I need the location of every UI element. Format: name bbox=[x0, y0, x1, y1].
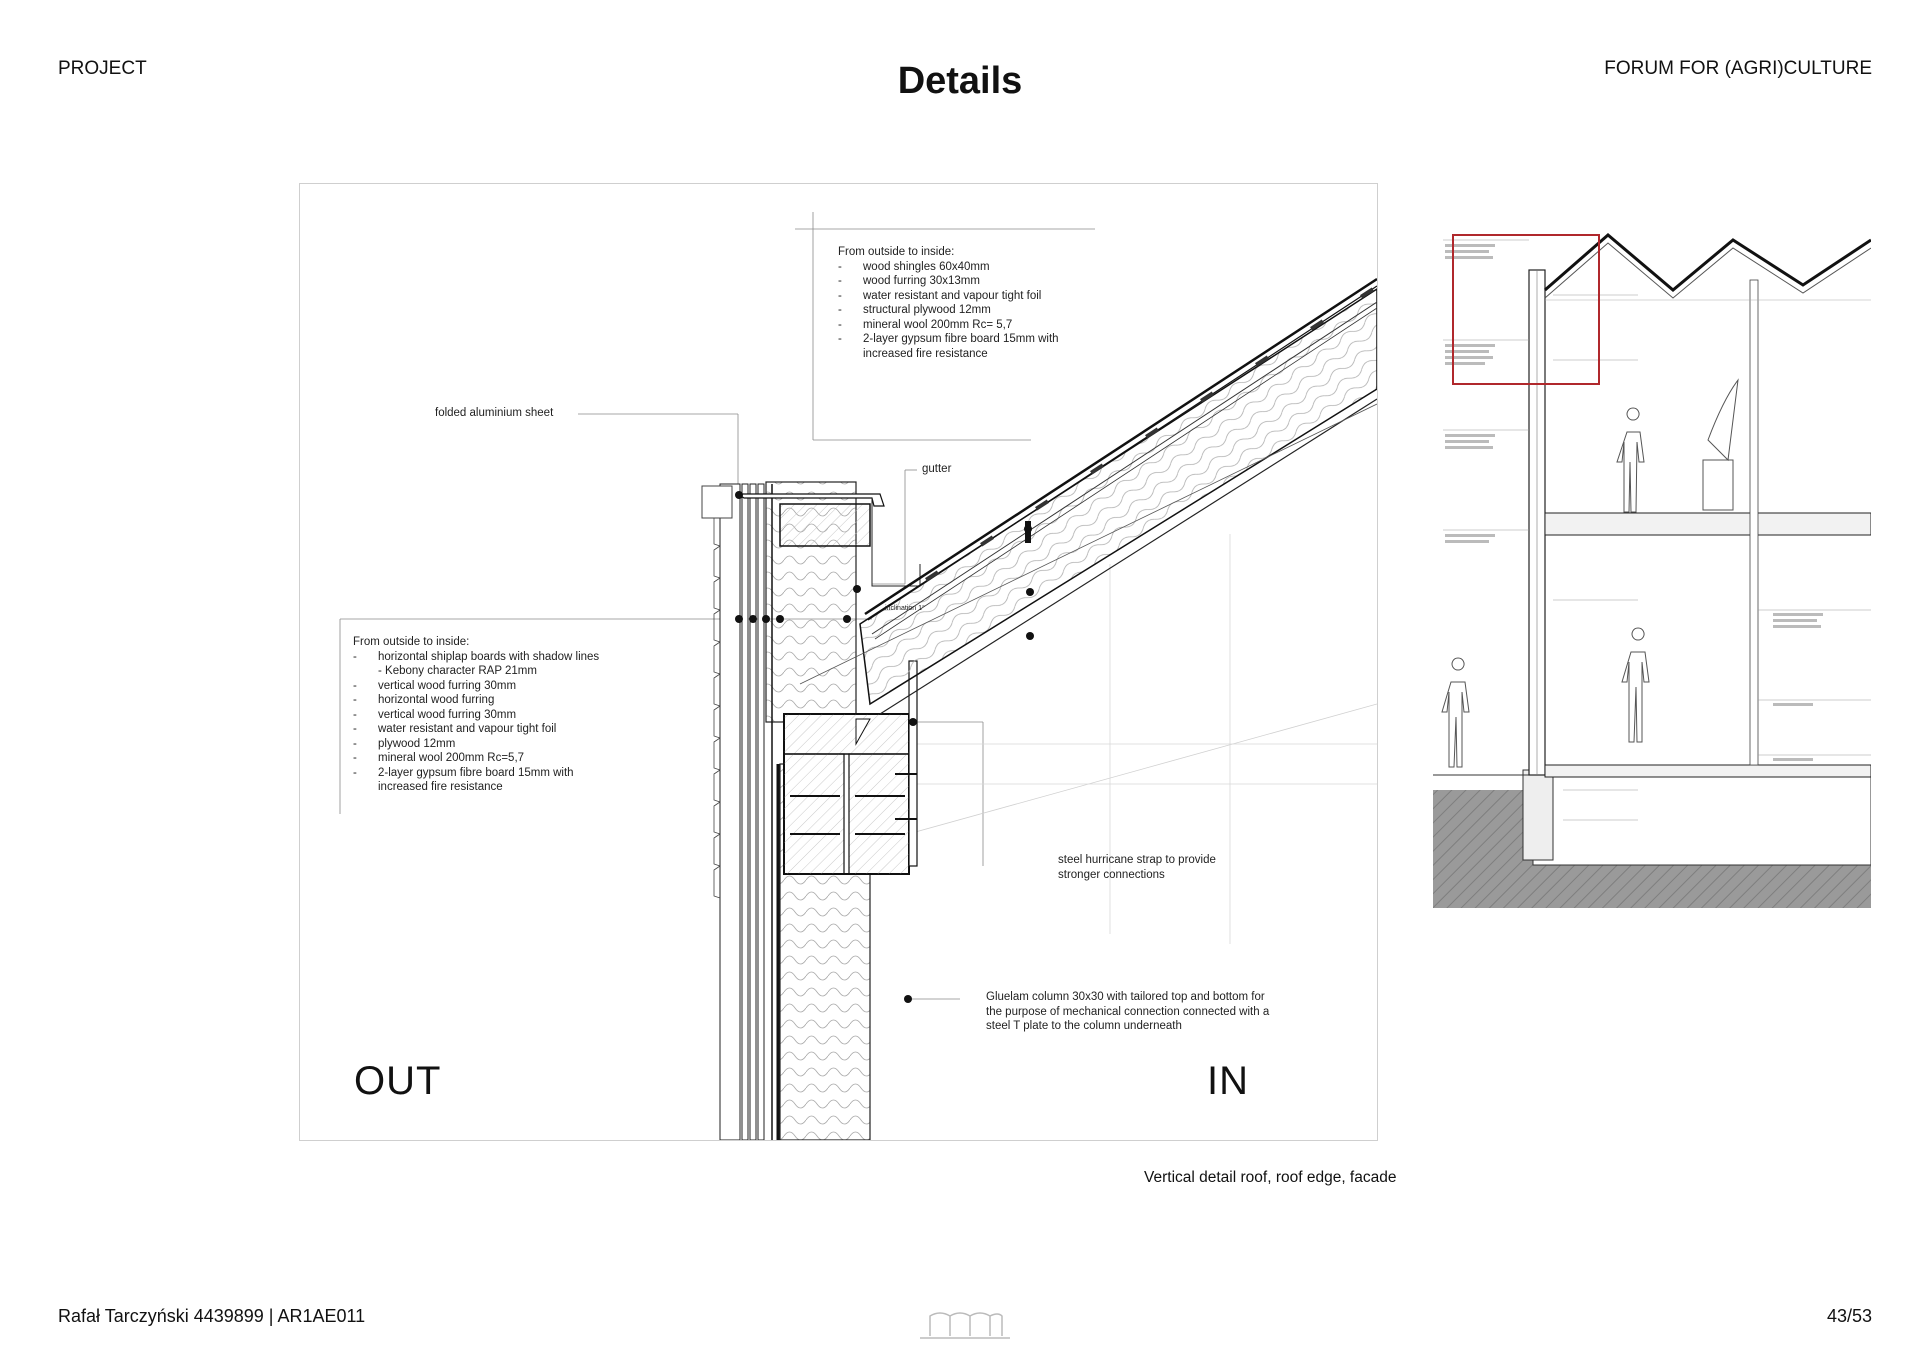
roof-layer-item: - water resistant and vapour tight foil bbox=[838, 289, 1059, 304]
roof-layers-heading: From outside to inside: bbox=[838, 246, 955, 258]
hurricane-strap-line: stronger connections bbox=[1058, 868, 1165, 881]
roof-layer-item: - wood furring 30x13mm bbox=[838, 274, 1059, 289]
glulam-column-line: steel T plate to the column underneath bbox=[986, 1020, 1182, 1032]
facade-layer-item: - plywood 12mm bbox=[353, 737, 599, 752]
page-number: 43/53 bbox=[1826, 1306, 1872, 1326]
drawing-caption: Vertical detail roof, roof edge, facade bbox=[1144, 1169, 1397, 1186]
project-logo-icon bbox=[918, 1306, 1012, 1342]
facade-layer-item: - vertical wood furring 30mm bbox=[353, 679, 599, 694]
hurricane-strap-line: steel hurricane strap to provide bbox=[1058, 854, 1216, 866]
first-floor-slab bbox=[1545, 513, 1871, 535]
author-footer: Rafał Tarczyński 4439899 | AR1AE011 bbox=[58, 1306, 366, 1326]
glulam-column-line: the purpose of mechanical connection connected with a bbox=[986, 1005, 1270, 1018]
facade-layer-item: - horizontal wood furring bbox=[353, 693, 599, 708]
facade-cladding bbox=[714, 484, 764, 1140]
roof-layer-item: - structural plywood 12mm bbox=[838, 303, 1059, 318]
roof-layer-item: - mineral wool 200mm Rc= 5,7 bbox=[838, 318, 1059, 333]
outside-label: OUT bbox=[354, 1059, 442, 1103]
building-section-key bbox=[1433, 200, 1871, 908]
facade-layer-item: increased fire resistance bbox=[378, 781, 503, 793]
roof-layer-item: increased fire resistance bbox=[863, 347, 988, 360]
glulam-column-label bbox=[986, 990, 1269, 1034]
inside-label: IN bbox=[1207, 1059, 1249, 1103]
header-project-label: PROJECT bbox=[58, 58, 147, 79]
hurricane-strap-label bbox=[1058, 853, 1216, 882]
facade-layers-note bbox=[353, 635, 599, 795]
facade-layer-item: - horizontal shiplap boards with shadow lines bbox=[353, 650, 599, 665]
facade-layer-item: - 2-layer gypsum fibre board 15mm with bbox=[353, 766, 599, 781]
glulam-column-line: Gluelam column 30x30 with tailored top and bottom for bbox=[986, 991, 1265, 1003]
facade-layer-item: - vertical wood furring 30mm bbox=[353, 708, 599, 723]
roof-layer-item: - wood shingles 60x40mm bbox=[838, 260, 1059, 275]
folded-sheet-label: folded aluminium sheet bbox=[435, 407, 554, 419]
page-title: Details bbox=[897, 60, 1023, 102]
sawtooth-roof bbox=[1545, 235, 1871, 290]
header-project-name: FORUM FOR (AGRI)CULTURE bbox=[1604, 58, 1872, 79]
roof-edge-detail-drawing bbox=[299, 183, 1378, 1141]
ground-floor-slab bbox=[1545, 765, 1871, 777]
facade-layer-item: - water resistant and vapour tight foil bbox=[353, 722, 599, 737]
facade-layer-item: - mineral wool 200mm Rc=5,7 bbox=[353, 751, 599, 766]
facade-layer-item: - Kebony character RAP 21mm bbox=[378, 665, 537, 677]
roof-layers-note bbox=[838, 245, 1059, 361]
roof-layer-item: - 2-layer gypsum fibre board 15mm with bbox=[838, 332, 1059, 347]
facade-layers-heading: From outside to inside: bbox=[353, 636, 470, 648]
gutter-label: gutter bbox=[922, 463, 952, 475]
inclination-label: inclination 1° bbox=[885, 605, 925, 612]
